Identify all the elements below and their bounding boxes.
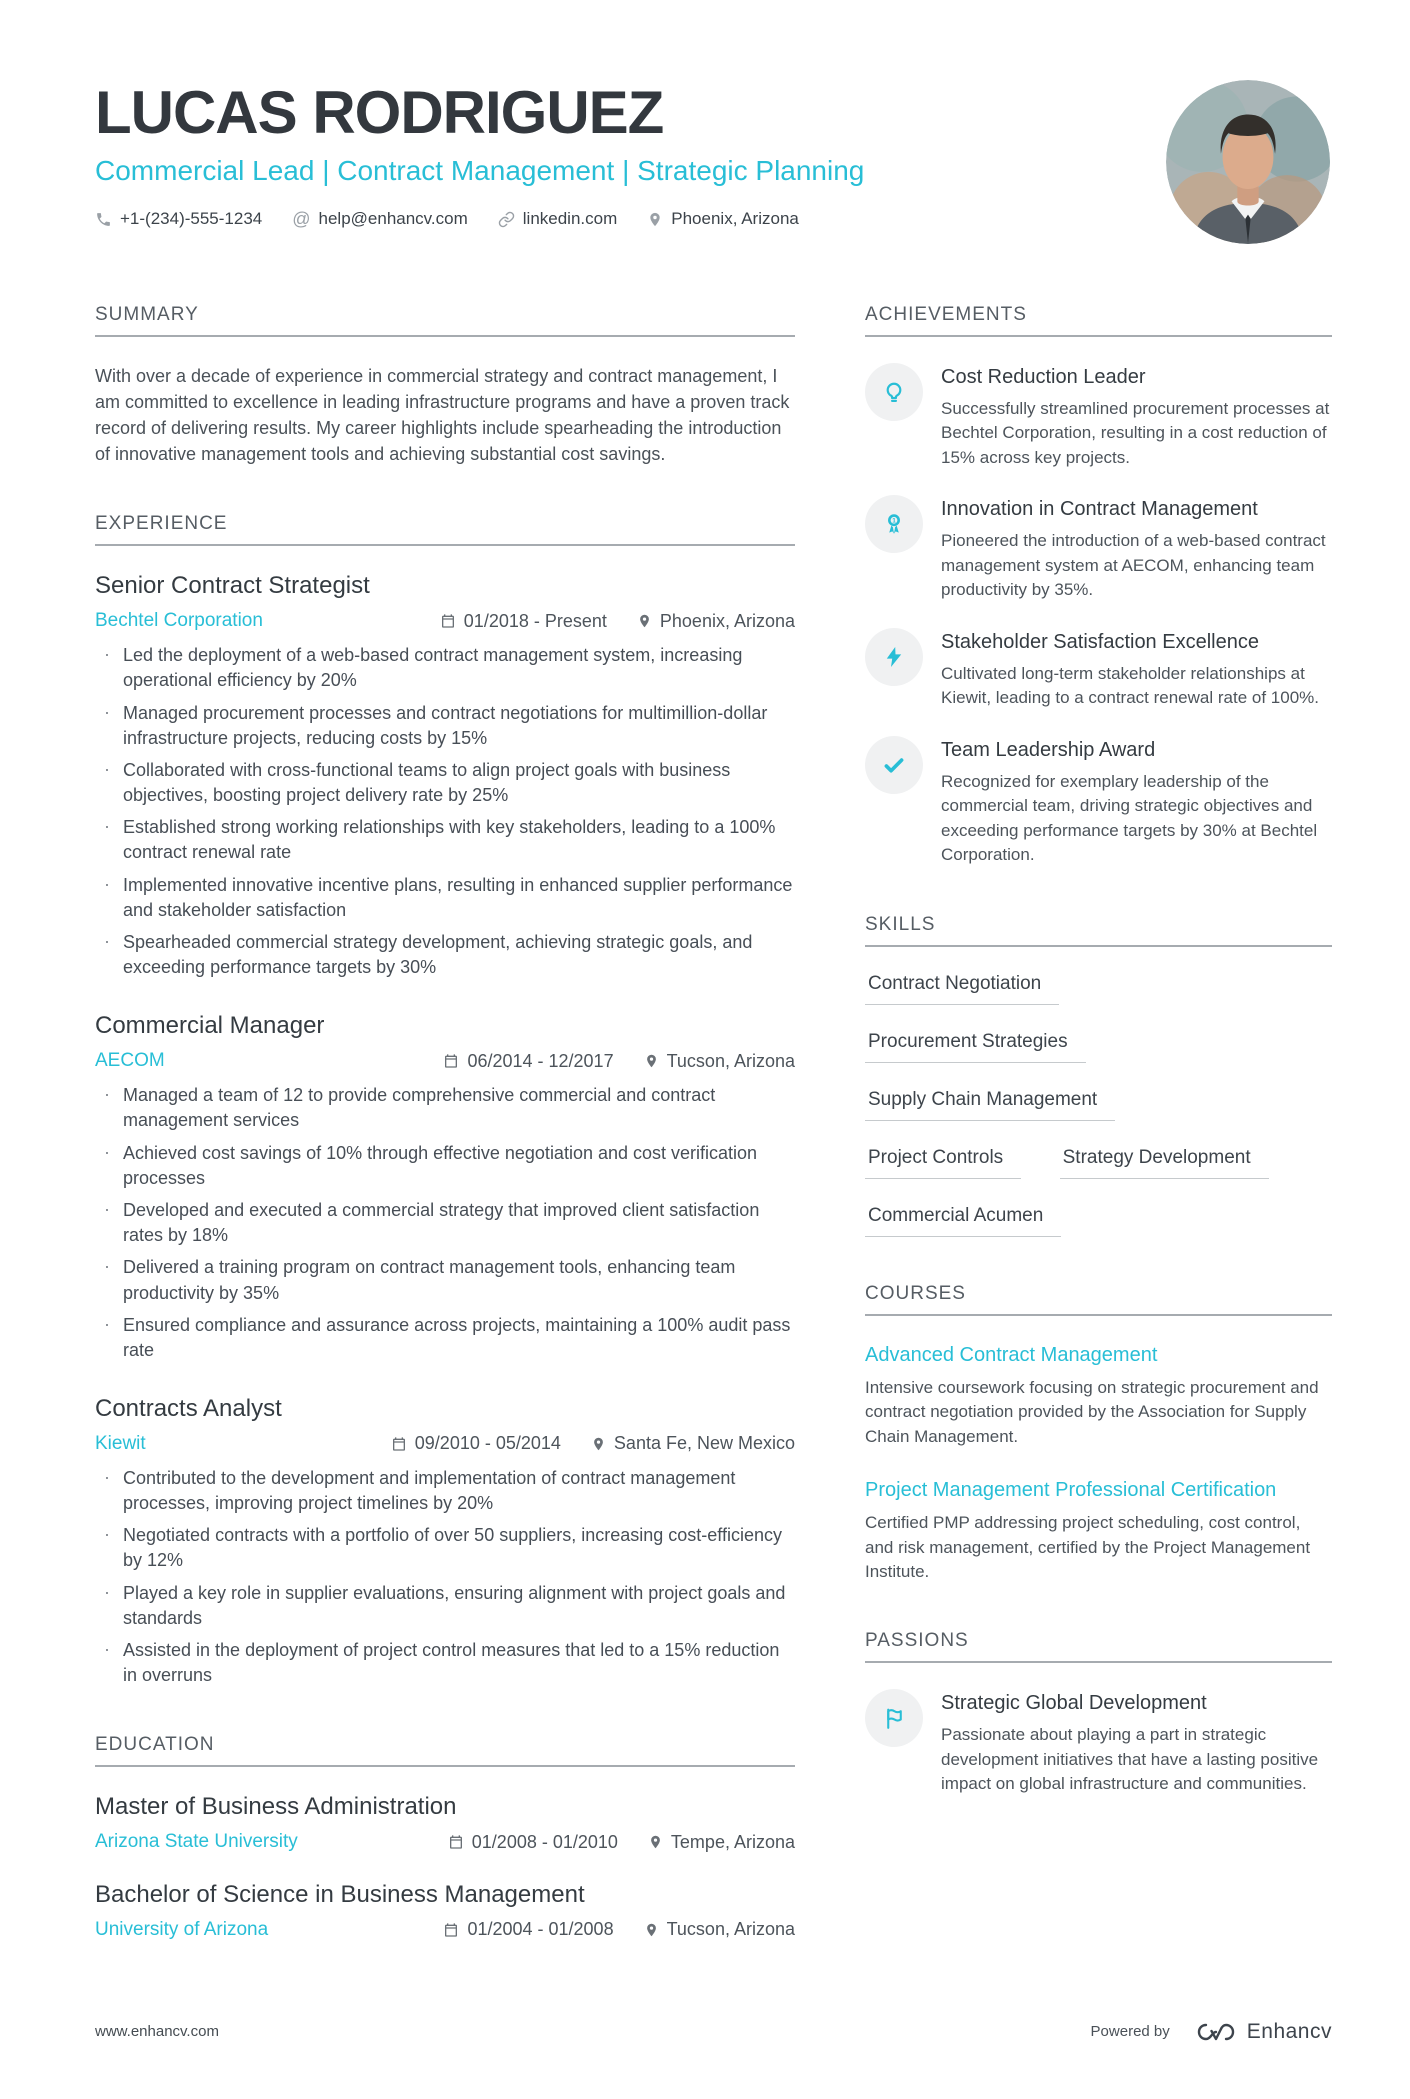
achievement-body — [941, 363, 1332, 470]
header — [95, 80, 1332, 244]
passion-item — [865, 1689, 1332, 1796]
passion-body — [941, 1689, 1332, 1796]
summary-heading: SUMMARY — [95, 304, 795, 337]
passion-title: Strategic Global Development — [941, 1692, 1207, 1715]
job-title: Commercial Manager — [95, 1012, 325, 1040]
bullet-item: · Achieved cost savings of 10% through effective negotiation and cost verification processes — [95, 1141, 795, 1191]
skill-row — [865, 1147, 1332, 1179]
experience-heading: EXPERIENCE — [95, 513, 795, 546]
skills-heading: SKILLS — [865, 914, 1332, 947]
bullet-item: · Played a key role in supplier evaluations, ensuring alignment with project goals and standards — [95, 1581, 795, 1631]
section-education — [95, 1734, 795, 1941]
course-title: Advanced Contract Management — [865, 1343, 1158, 1366]
achievement-badge — [865, 495, 923, 553]
contact-email-value[interactable]: help@enhancv.com — [318, 209, 468, 229]
job-dates-value: 09/2010 - 05/2014 — [414, 1433, 561, 1454]
job-dates — [443, 1051, 613, 1072]
contact-location-value: Phoenix, Arizona — [671, 209, 799, 229]
degree-location-value: Tucson, Arizona — [666, 1919, 795, 1940]
achievement-title: Innovation in Contract Management — [941, 498, 1258, 521]
job-dates — [391, 1433, 561, 1454]
job-location-value: Tucson, Arizona — [666, 1050, 795, 1071]
degree-location — [648, 1832, 795, 1853]
right-column — [865, 304, 1332, 1843]
skill-item: Commercial Acumen — [865, 1205, 1061, 1237]
bullet-item: · Delivered a training program on contract management tools, enhancing team productivity by 35% — [95, 1255, 795, 1305]
contact-phone-value: +1-(234)-555-1234 — [120, 209, 263, 229]
degree-dates-value: 01/2004 - 01/2008 — [467, 1919, 614, 1940]
course-item — [865, 1342, 1332, 1449]
job-location-value: Santa Fe, New Mexico — [613, 1433, 795, 1454]
achievements-heading: ACHIEVEMENTS — [865, 304, 1332, 337]
section-summary — [95, 304, 795, 467]
left-column — [95, 304, 795, 1987]
job-dates-value: 01/2018 - Present — [463, 610, 607, 631]
achievement-badge — [865, 736, 923, 794]
location-pin-icon — [637, 613, 652, 629]
section-passions — [865, 1630, 1332, 1796]
achievement-item — [865, 628, 1332, 711]
enhancv-logo-icon — [1194, 2017, 1238, 2047]
job-location — [591, 1433, 795, 1454]
achievement-text: Pioneered the introduction of a web-based contract management system at AECOM, enhancing team productivity by 35%. — [941, 531, 1326, 600]
degree-entry — [95, 1793, 795, 1853]
skill-item: Contract Negotiation — [865, 973, 1059, 1005]
location-pin-icon — [644, 1922, 659, 1938]
calendar-icon — [443, 1053, 459, 1069]
job-meta — [95, 610, 795, 632]
job-dates-value: 06/2014 - 12/2017 — [467, 1050, 614, 1071]
contact-row — [95, 209, 1136, 229]
bullet-item: · Ensured compliance and assurance across projects, maintaining a 100% audit pass rate — [95, 1313, 795, 1363]
location-pin-icon — [591, 1436, 606, 1452]
job-title: Senior Contract Strategist — [95, 572, 370, 600]
achievement-title: Stakeholder Satisfaction Excellence — [941, 630, 1259, 653]
skill-row — [865, 1205, 1332, 1237]
footer-site-link[interactable]: www.enhancv.com — [95, 2023, 219, 2041]
columns — [95, 304, 1332, 1987]
degree-location-value: Tempe, Arizona — [670, 1831, 795, 1852]
job-bullets — [95, 1083, 795, 1363]
bullet-item: · Established strong working relationships with key stakeholders, leading to a 100% contract renewal rate — [95, 815, 795, 865]
company-name: Bechtel Corporation — [95, 610, 263, 632]
contact-link-value[interactable]: linkedin.com — [522, 209, 618, 229]
bullet-item: · Spearheaded commercial strategy development, achieving strategic goals, and exceeding performance targets by 30% — [95, 930, 795, 980]
header-identity — [95, 80, 1136, 229]
achievement-body — [941, 495, 1332, 602]
education-heading: EDUCATION — [95, 1734, 795, 1767]
job-location — [637, 611, 795, 632]
enhancv-brand-name: Enhancv — [1246, 2019, 1332, 2043]
enhancv-brand[interactable] — [1194, 2017, 1332, 2047]
achievement-title: Cost Reduction Leader — [941, 366, 1146, 388]
job-bullets — [95, 643, 795, 980]
phone-icon — [95, 211, 112, 228]
at-icon: @ — [292, 209, 311, 230]
bullet-item: · Implemented innovative incentive plans, resulting in enhanced supplier performance and stakeholder satisfaction — [95, 873, 795, 923]
courses-heading: COURSES — [865, 1283, 1332, 1316]
degree-location — [644, 1919, 795, 1940]
achievement-title: Team Leadership Award — [941, 738, 1156, 761]
bullet-item: · Contributed to the development and implementation of contract management processes, improving project timelines by 20% — [95, 1466, 795, 1516]
calendar-icon — [391, 1436, 407, 1452]
degree-title: Master of Business Administration — [95, 1793, 457, 1821]
calendar-icon — [448, 1834, 464, 1850]
job-meta — [95, 1050, 795, 1072]
course-text: Certified PMP addressing project scheduling, cost control, and risk management, certified by the Project Management Institute. — [865, 1513, 1311, 1581]
passions-heading: PASSIONS — [865, 1630, 1332, 1663]
skill-item: Supply Chain Management — [865, 1089, 1115, 1121]
course-item — [865, 1477, 1332, 1584]
achievement-body — [941, 736, 1332, 868]
achievement-badge — [865, 628, 923, 686]
lightbulb-icon — [881, 379, 907, 405]
achievement-text: Recognized for exemplary leadership of the commercial team, driving strategic objectives and exceeding performance targets by 30% at Bechtel Corporation. — [941, 771, 1318, 865]
profile-photo — [1166, 80, 1330, 244]
profile-photo-image — [1166, 80, 1330, 244]
contact-email[interactable] — [292, 209, 468, 229]
degree-title: Bachelor of Science in Business Management — [95, 1881, 585, 1909]
bullet-item: · Assisted in the deployment of project control measures that led to a 15% reduction in overruns — [95, 1638, 795, 1688]
school-name: University of Arizona — [95, 1918, 269, 1940]
degree-dates-value: 01/2008 - 01/2010 — [471, 1831, 618, 1852]
degree-dates — [443, 1919, 613, 1940]
section-courses — [865, 1283, 1332, 1585]
company-name: Kiewit — [95, 1432, 146, 1454]
flag-icon — [882, 1706, 907, 1731]
medal-icon — [881, 511, 907, 537]
person-name: LUCAS RODRIGUEZ — [95, 79, 664, 146]
achievement-item — [865, 363, 1332, 470]
location-pin-icon — [647, 211, 663, 228]
check-icon — [881, 752, 907, 778]
job-dates — [440, 611, 607, 632]
headline: Commercial Lead | Contract Management | Strategic Planning — [95, 155, 865, 187]
section-achievements — [865, 304, 1332, 868]
summary-text: With over a decade of experience in commercial strategy and contract management, I am committed to excellence in leading infrastructure programs and have a proven track record of delivering results. My career highlights include spearheading the introduction of innovative management tools and achieving substantial cost savings. — [95, 366, 790, 465]
achievement-text: Cultivated long-term stakeholder relationships at Kiewit, leading to a contract renewal rate of 100%. — [941, 663, 1319, 708]
section-skills — [865, 914, 1332, 1237]
job-entry — [95, 572, 795, 980]
skill-item: Procurement Strategies — [865, 1031, 1086, 1063]
passion-text: Passionate about playing a part in strategic development initiatives that have a lasting positive impact on global infrastructure and communities. — [941, 1725, 1319, 1794]
school-name: Arizona State University — [95, 1831, 298, 1853]
footer — [95, 1987, 1332, 2047]
skill-row — [865, 973, 1332, 1005]
location-pin-icon — [644, 1053, 659, 1069]
job-title: Contracts Analyst — [95, 1395, 282, 1423]
bullet-item: · Collaborated with cross-functional teams to align project goals with business objectives, boosting project delivery rate by 25% — [95, 758, 795, 808]
svg-text:1: 1 — [892, 517, 896, 525]
link-icon — [498, 211, 515, 228]
skill-row — [865, 1031, 1332, 1063]
calendar-icon — [440, 613, 456, 629]
section-experience — [95, 513, 795, 1688]
achievement-item — [865, 495, 1332, 602]
degree-meta — [95, 1919, 795, 1941]
passion-badge — [865, 1689, 923, 1747]
bullet-item: · Negotiated contracts with a portfolio of over 50 suppliers, increasing cost-efficiency by 12% — [95, 1523, 795, 1573]
contact-link[interactable] — [498, 209, 618, 229]
skill-item: Strategy Development — [1060, 1147, 1269, 1179]
job-entry — [95, 1012, 795, 1363]
degree-dates — [448, 1832, 618, 1853]
achievement-badge — [865, 363, 923, 421]
course-text: Intensive coursework focusing on strategic procurement and contract negotiation provided by the Association for Supply Chain Management. — [865, 1377, 1319, 1446]
location-pin-icon — [648, 1834, 663, 1850]
degree-meta — [95, 1831, 795, 1853]
course-title: Project Management Professional Certification — [865, 1479, 1277, 1502]
bullet-item: · Developed and executed a commercial strategy that improved client satisfaction rates by 18% — [95, 1198, 795, 1248]
contact-location — [647, 209, 799, 229]
degree-entry — [95, 1881, 795, 1941]
job-location-value: Phoenix, Arizona — [659, 610, 795, 631]
skill-row — [865, 1089, 1332, 1121]
calendar-icon — [443, 1922, 459, 1938]
job-entry — [95, 1395, 795, 1688]
achievement-body — [941, 628, 1332, 711]
job-bullets — [95, 1466, 795, 1689]
bullet-item: · Led the deployment of a web-based contract management system, increasing operational efficiency by 20% — [95, 643, 795, 693]
bullet-item: · Managed a team of 12 to provide comprehensive commercial and contract management services — [95, 1083, 795, 1133]
job-meta — [95, 1433, 795, 1455]
company-name: AECOM — [95, 1050, 165, 1072]
achievement-item — [865, 736, 1332, 868]
job-location — [644, 1051, 795, 1072]
skill-item: Project Controls — [865, 1147, 1021, 1179]
footer-branding — [1091, 2017, 1332, 2047]
bullet-item: · Managed procurement processes and contract negotiations for multimillion-dollar infrastructure projects, reducing costs by 15% — [95, 701, 795, 751]
powered-by-label: Powered by — [1090, 2023, 1170, 2041]
lightning-icon — [882, 645, 906, 669]
contact-phone — [95, 209, 262, 229]
achievement-text: Successfully streamlined procurement processes at Bechtel Corporation, resulting in a cost reduction of 15% across key projects. — [941, 399, 1330, 467]
